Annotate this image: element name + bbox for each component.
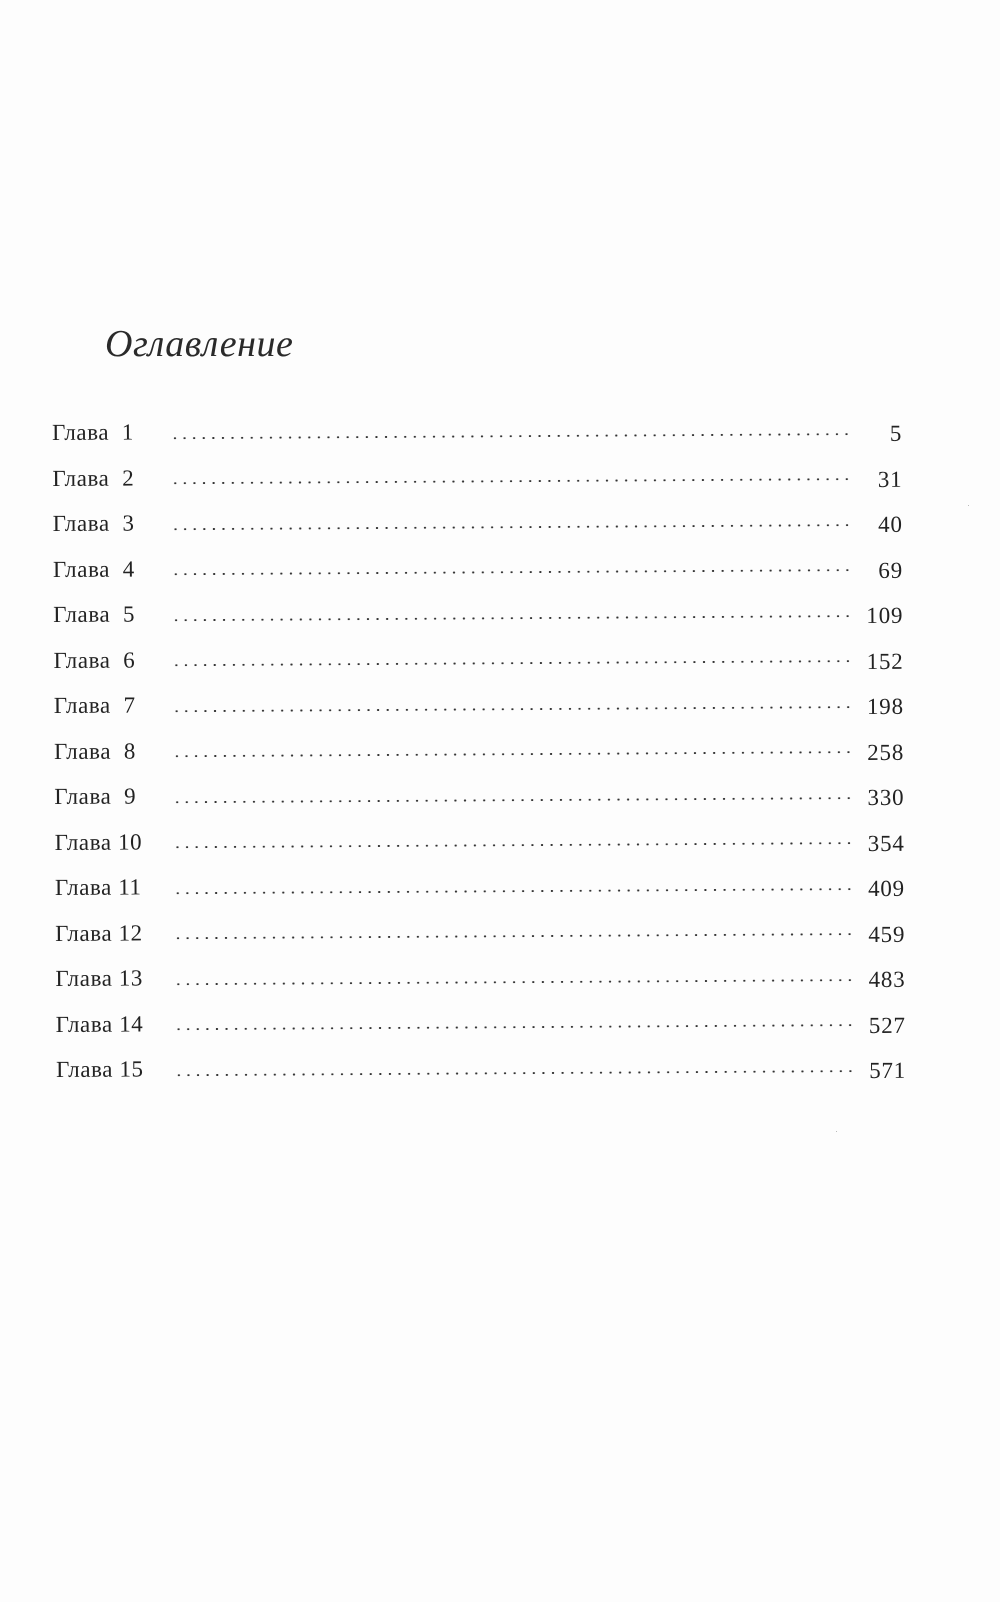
toc-entry-label bbox=[54, 773, 172, 819]
toc-chapter-number: 13 bbox=[118, 965, 143, 991]
toc-entry-label bbox=[54, 682, 172, 728]
dot-leader bbox=[170, 433, 852, 439]
toc-chapter-word: Глава bbox=[55, 920, 113, 946]
dot-leader bbox=[170, 478, 852, 484]
toc-chapter-number: 1 bbox=[121, 419, 134, 445]
toc-entry-label bbox=[52, 409, 170, 455]
toc-chapter-word: Глава bbox=[52, 419, 110, 445]
toc-entry-label bbox=[52, 455, 170, 501]
toc-chapter-word: Глава bbox=[55, 1056, 114, 1082]
toc-chapter-number: 8 bbox=[123, 737, 136, 764]
toc-chapter-word: Глава bbox=[54, 783, 112, 809]
toc-page-number: 258 bbox=[867, 739, 905, 765]
toc-entry-label bbox=[53, 500, 171, 546]
toc-chapter-word: Глава bbox=[52, 510, 110, 536]
toc-entry-label bbox=[55, 910, 173, 956]
toc-entry-label bbox=[53, 637, 171, 683]
toc-chapter-number: 9 bbox=[124, 783, 137, 809]
toc-entry-label bbox=[54, 728, 172, 774]
dot-leader bbox=[172, 706, 854, 712]
dot-leader bbox=[174, 1024, 856, 1030]
dot-leader bbox=[172, 797, 854, 803]
toc-page-number: 459 bbox=[868, 921, 906, 947]
toc-entry-label bbox=[56, 1001, 174, 1047]
toc-chapter-number: 12 bbox=[118, 919, 143, 946]
toc-page-number: 40 bbox=[878, 511, 903, 537]
dot-leader bbox=[172, 751, 854, 757]
toc-chapter-number: 5 bbox=[122, 601, 136, 627]
toc-entry-label bbox=[53, 591, 171, 637]
toc-chapter-word: Глава bbox=[55, 965, 113, 991]
toc-chapter-word: Глава bbox=[55, 1011, 113, 1037]
toc-chapter-number: 15 bbox=[119, 1056, 144, 1082]
toc-page-number: 527 bbox=[868, 1012, 906, 1038]
toc-page-number: 109 bbox=[866, 602, 904, 629]
page-title: Оглавление bbox=[105, 323, 294, 365]
toc-chapter-word: Глава bbox=[52, 465, 110, 491]
toc-chapter-number: 7 bbox=[123, 692, 136, 718]
toc-page-number: 330 bbox=[867, 784, 905, 811]
toc-chapter-word: Глава bbox=[54, 738, 112, 764]
toc-page-number: 5 bbox=[889, 420, 903, 446]
toc-chapter-word: Глава bbox=[52, 556, 111, 582]
toc-entry-label bbox=[55, 819, 173, 865]
toc-chapter-number: 3 bbox=[122, 510, 135, 536]
toc-entry-label bbox=[55, 864, 173, 910]
toc-chapter-word: Глава bbox=[53, 647, 111, 673]
toc-page-number: 483 bbox=[868, 966, 906, 993]
toc-entry bbox=[54, 678, 904, 729]
dot-leader bbox=[174, 1070, 856, 1076]
toc-entry bbox=[55, 905, 905, 956]
toc-page-number: 409 bbox=[867, 875, 906, 902]
toc-chapter-word: Глава bbox=[54, 829, 112, 855]
toc-entry bbox=[54, 723, 904, 774]
toc-entry bbox=[53, 587, 903, 638]
toc-entry bbox=[53, 632, 903, 683]
table-of-contents bbox=[52, 405, 906, 1093]
toc-entry bbox=[52, 450, 902, 501]
dot-leader bbox=[172, 660, 854, 666]
dot-leader bbox=[171, 569, 853, 575]
toc-page-number: 354 bbox=[867, 830, 905, 856]
toc-entry-label bbox=[56, 1046, 174, 1092]
toc-chapter-number: 11 bbox=[118, 874, 142, 900]
toc-chapter-number: 10 bbox=[117, 828, 143, 855]
toc-chapter-word: Глава bbox=[53, 692, 111, 718]
dot-leader bbox=[173, 933, 855, 939]
toc-chapter-number: 2 bbox=[122, 464, 135, 491]
toc-entry bbox=[56, 996, 906, 1047]
toc-page-number: 198 bbox=[866, 693, 904, 720]
toc-entry bbox=[55, 814, 905, 865]
dot-leader bbox=[171, 615, 853, 621]
toc-entry bbox=[55, 860, 905, 911]
toc-chapter-number: 4 bbox=[122, 555, 135, 582]
dot-leader bbox=[174, 979, 856, 985]
toc-chapter-number: 6 bbox=[123, 646, 136, 673]
toc-entry bbox=[55, 951, 905, 1002]
toc-entry bbox=[53, 541, 903, 592]
scan-speck bbox=[968, 505, 969, 506]
toc-page-number: 31 bbox=[877, 466, 903, 492]
dot-leader bbox=[173, 842, 855, 848]
toc-entry bbox=[56, 1042, 906, 1093]
dot-leader bbox=[171, 524, 853, 530]
toc-entry bbox=[54, 769, 904, 820]
toc-entry-label bbox=[53, 546, 171, 592]
toc-entry-label bbox=[55, 955, 173, 1001]
toc-chapter-word: Глава bbox=[53, 601, 111, 627]
scan-speck bbox=[836, 1131, 837, 1132]
toc-entry bbox=[52, 405, 902, 456]
toc-chapter-number: 14 bbox=[119, 1010, 144, 1037]
toc-page-number: 571 bbox=[869, 1057, 907, 1084]
toc-page-number: 69 bbox=[878, 557, 904, 583]
toc-entry bbox=[53, 496, 903, 547]
toc-page-number: 152 bbox=[866, 648, 904, 674]
dot-leader bbox=[173, 888, 855, 894]
toc-chapter-word: Глава bbox=[54, 874, 113, 900]
